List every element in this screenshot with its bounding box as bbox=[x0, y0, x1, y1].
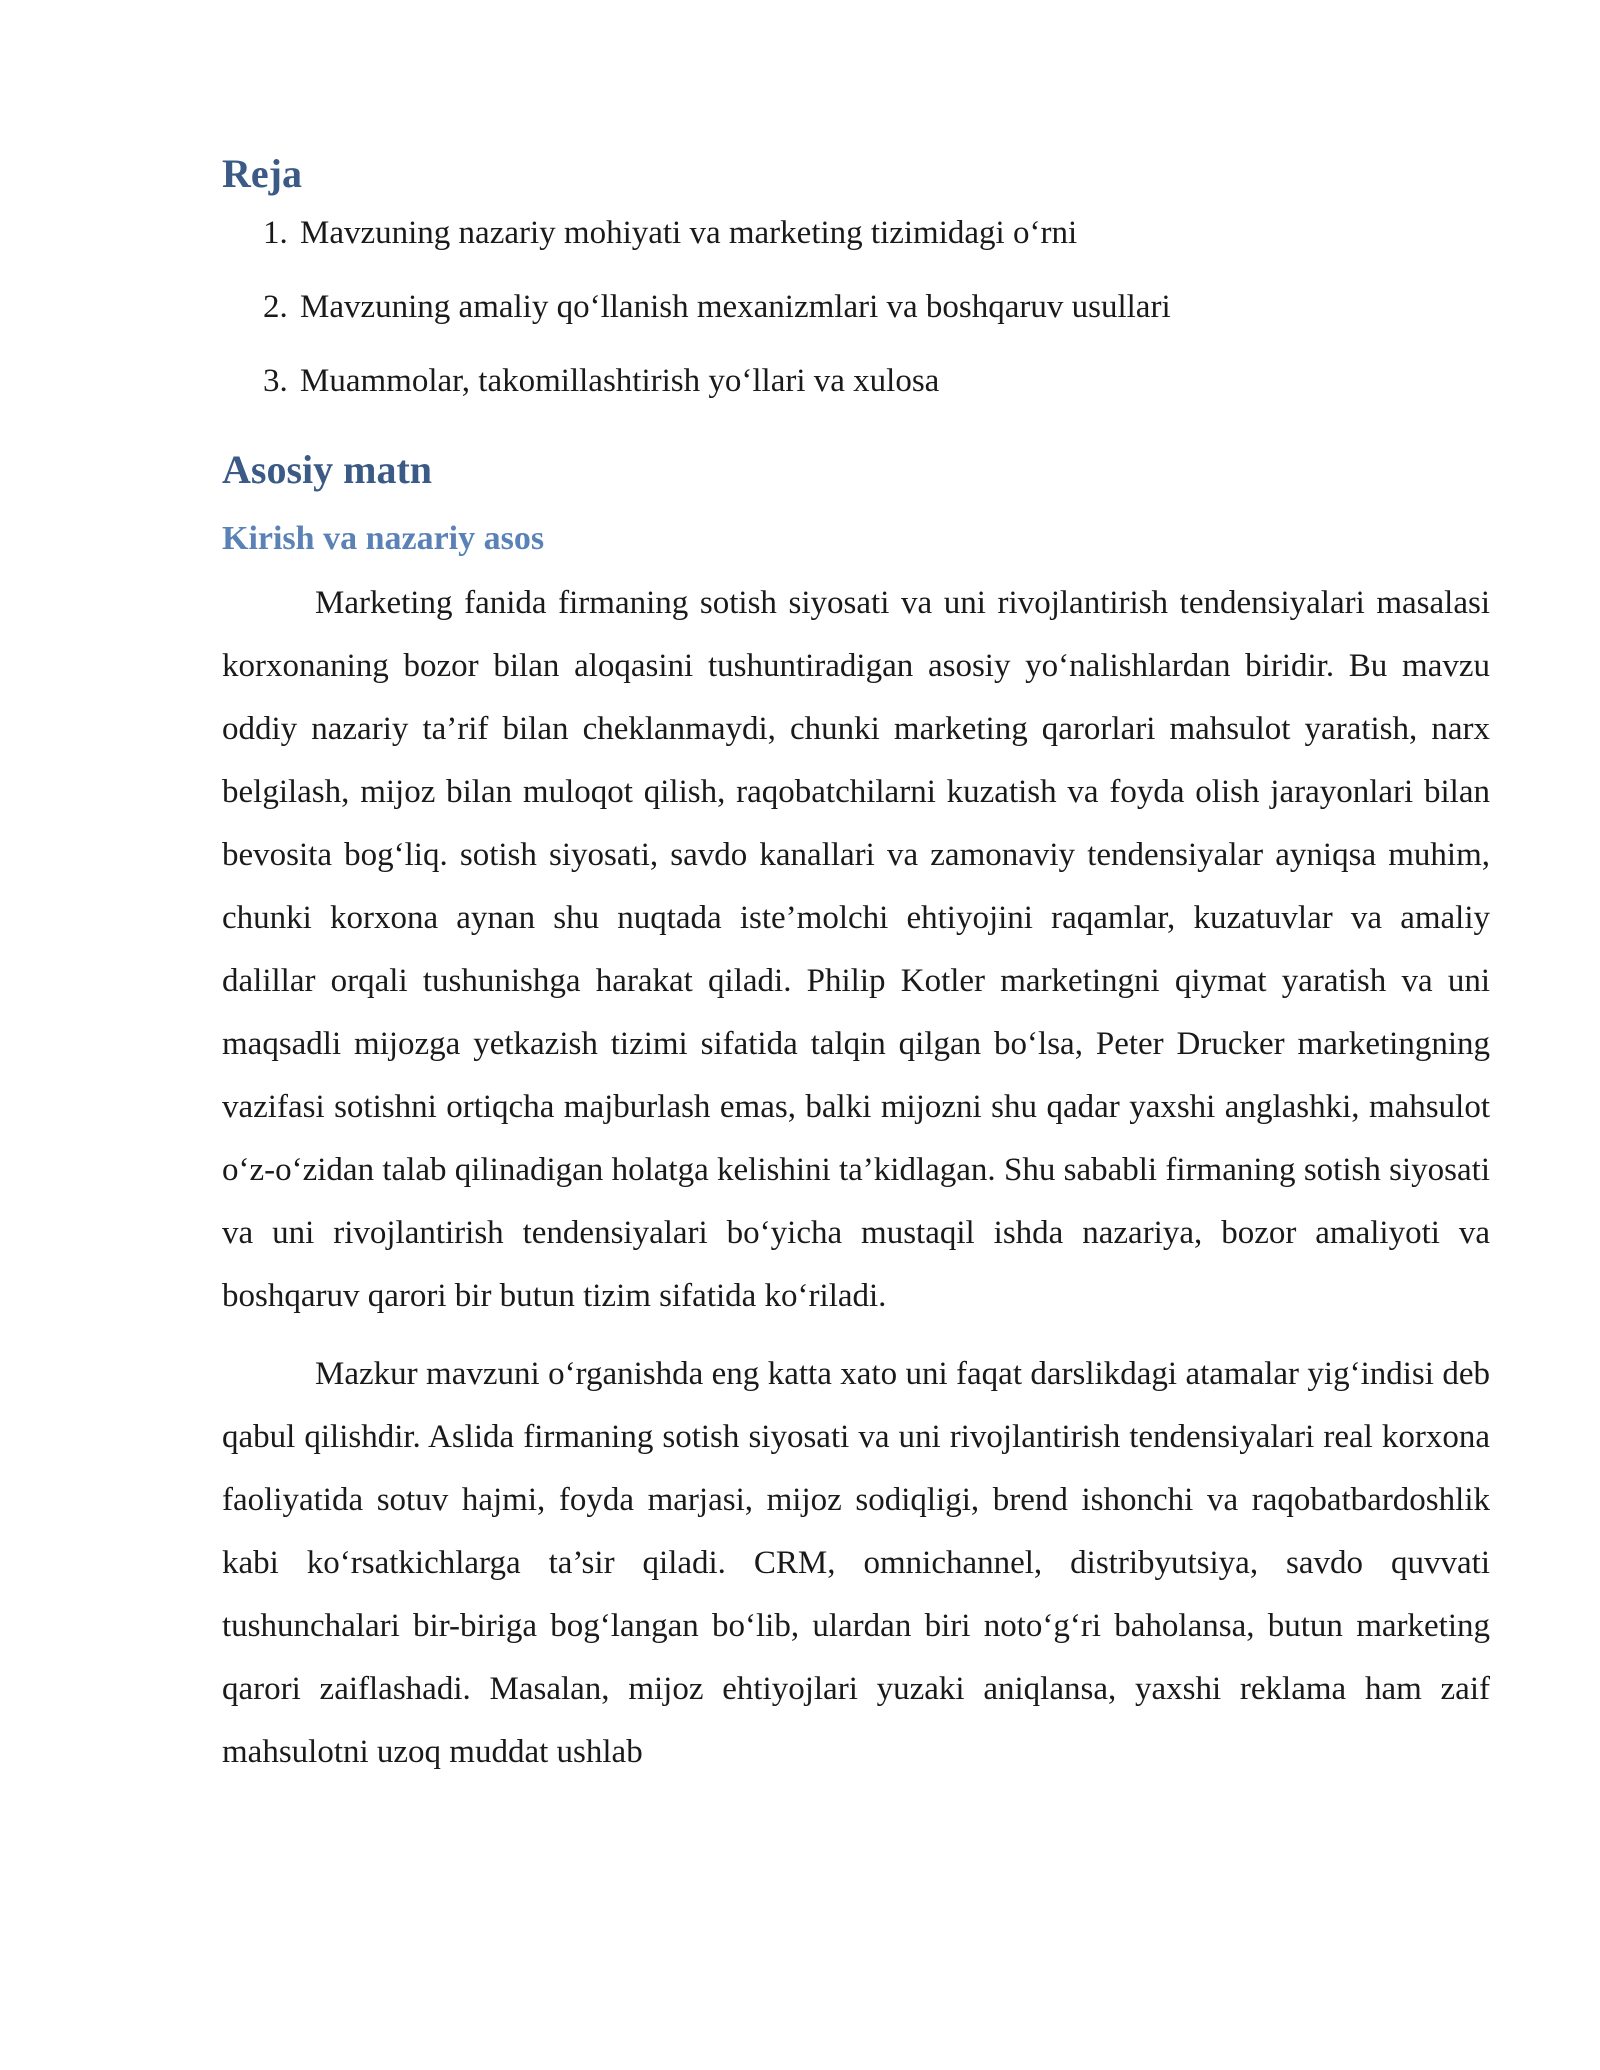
plan-heading: Reja bbox=[222, 151, 302, 196]
body-paragraph: Mazkur mavzuni o‘rganishda eng katta xato uni faqat darslikdagi atamalar yig‘indisi deb qabul qilishdir. Aslida firmaning sotish siyosati va uni rivojlantirish tendensiyalari real korxona faoliyatida sotuv hajmi, foyda marjasi, mijoz sodiqligi, brend ishonchi va raqobatbardoshlik kabi ko‘rsatkichlarga ta’sir qiladi. CRM, omnichannel, distribyutsiya, savdo quvvati tushunchalari bir-biriga bog‘langan bo‘lib, ulardan biri noto‘g‘ri baholansa, butun marketing qarori zaiflashadi. Masalan, mijoz ehtiyojlari yuzaki aniqlansa, yaxshi reklama ham zaif mahsulotni uzoq muddat ushlab bbox=[222, 1356, 1490, 1770]
body-paragraph: Marketing fanida firmaning sotish siyosati va uni rivojlantirish tendensiyalari masalasi korxonaning bozor bilan aloqasini tushuntiradigan asosiy yo‘nalishlardan biridir. Bu mavzu oddiy nazariy ta’rif bilan cheklanmaydi, chunki marketing qarorlari mahsulot yaratish, narx belgilash, mijoz bilan muloqot qilish, raqobatchilarni kuzatish va foyda olish jarayonlari bilan bevosita bog‘liq. sotish siyosati, savdo kanallari va zamonaviy tendensiyalar ayniqsa muhim, chunki korxona aynan shu nuqtada iste’molchi ehtiyojini raqamlar, kuzatuvlar va amaliy dalillar orqali tushunishga harakat qiladi. Philip Kotler marketingni qiymat yaratish va uni maqsadli mijozga yetkazish tizimi sifatida talqin qilgan bo‘lsa, Peter Drucker marketingning vazifasi sotishni ortiqcha majburlash emas, balki mijozni shu qadar yaxshi anglashki, mahsulot o‘z-o‘zidan talab qilinadigan holatga kelishini ta’kidlagan. Shu sababli firmaning sotish siyosati va uni rivojlantirish tendensiyalari bo‘yicha mustaqil ishda nazariya, bozor amaliyoti va boshqaruv qarori bir butun tizim sifatida ko‘riladi. bbox=[222, 585, 1490, 1314]
plan-list bbox=[222, 212, 1490, 402]
plan-item: 3. Muammolar, takomillashtirish yo‘llari va xulosa bbox=[296, 360, 1490, 402]
main-heading: Asosiy matn bbox=[222, 447, 433, 492]
plan-item: 1. Mavzuning nazariy mohiyati va marketing tizimidagi o‘rni bbox=[296, 212, 1490, 254]
plan-item: 2. Mavzuning amaliy qo‘llanish mexanizmlari va boshqaruv usullari bbox=[296, 286, 1490, 328]
document-page bbox=[222, 150, 1490, 1784]
section-heading: Kirish va nazariy asos bbox=[222, 520, 545, 557]
